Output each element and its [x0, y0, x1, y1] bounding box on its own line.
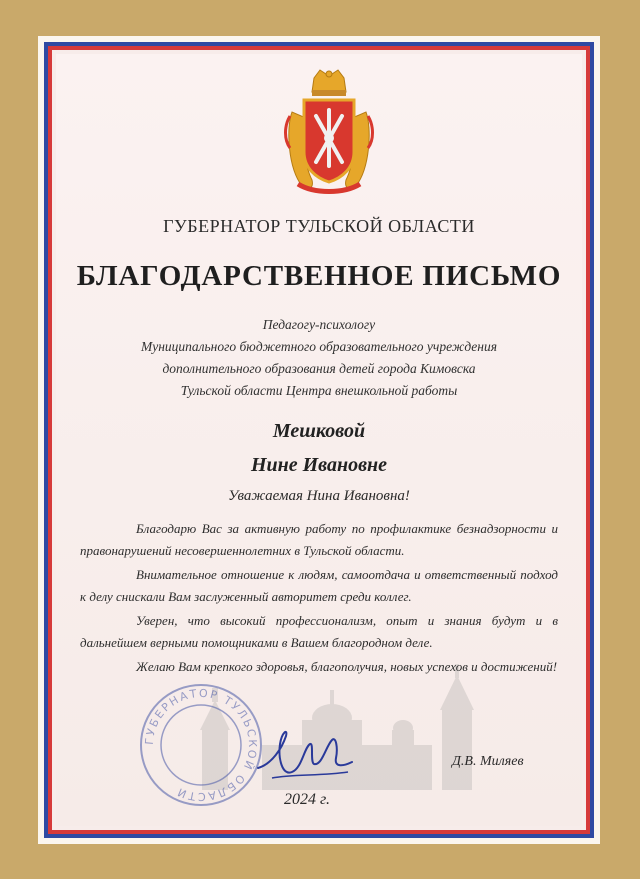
- greeting: Уважаемая Нина Ивановна!: [228, 488, 410, 504]
- body-paragraph: Уверен, что высокий профессионализм, опыт и знания будут и в дальнейшем верными помощниками в Вашем благородном деле.: [80, 613, 558, 650]
- recipient-line: дополнительного образования детей города Кимовска: [162, 361, 476, 376]
- signer-name: Д.В. Миляев: [452, 754, 524, 769]
- tula-coat-of-arms-icon: [284, 68, 374, 198]
- body-paragraph: Благодарю Вас за активную работу по профилактике безнадзорности и правонарушений несовершеннолетних в Тульской области.: [80, 521, 558, 558]
- document-title: БЛАГОДАРСТВЕННОЕ ПИСЬМО: [76, 260, 562, 292]
- round-seal-icon: [136, 680, 266, 810]
- letter-body: [80, 518, 558, 680]
- recipient-given-names: Нине Ивановне: [250, 454, 388, 476]
- recipient-line: Муниципального бюджетного образовательного учреждения: [140, 339, 498, 354]
- body-paragraph: Желаю Вам крепкого здоровья, благополучия, новых успехов и достижений!: [136, 659, 558, 674]
- recipient-block: [92, 314, 546, 402]
- issuer-title: ГУБЕРНАТОР ТУЛЬСКОЙ ОБЛАСТИ: [163, 216, 475, 236]
- body-paragraph: Внимательное отношение к людям, самоотдача и ответственный подход к делу снискали Вам заслуженный авторитет среди коллег.: [80, 567, 558, 604]
- recipient-line: Педагогу-психологу: [262, 317, 376, 332]
- recipient-line: Тульской области Центра внешкольной работы: [180, 383, 458, 398]
- svg-text:ГУБЕРНАТОР ТУЛЬСКОЙ ОБЛАСТИ: ГУБЕРНАТОР ТУЛЬСКОЙ ОБЛАСТИ: [142, 686, 260, 804]
- certificate-paper: [52, 50, 586, 830]
- recipient-surname: Мешковой: [272, 420, 366, 442]
- handwritten-signature-icon: [252, 718, 362, 788]
- document-year: 2024 г.: [284, 791, 331, 808]
